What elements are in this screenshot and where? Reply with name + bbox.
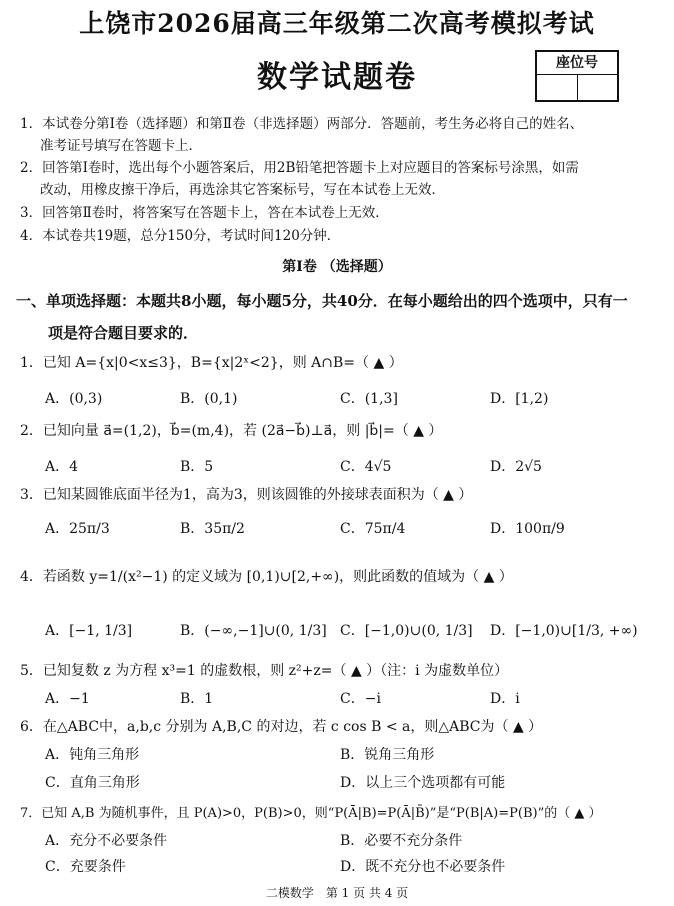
- option[interactable]: B．必要不充分条件: [340, 833, 463, 849]
- option[interactable]: B．锐角三角形: [340, 747, 435, 763]
- option[interactable]: A．25π/3: [45, 521, 110, 537]
- option[interactable]: B．5: [180, 459, 214, 475]
- option[interactable]: C．−i: [340, 691, 381, 707]
- option[interactable]: C．75π/4: [340, 521, 406, 537]
- option[interactable]: B．35π/2: [180, 521, 245, 537]
- instruction-line: 4．本试卷共19题，总分150分，考试时间120分钟．: [20, 228, 341, 244]
- option[interactable]: D．既不充分也不必要条件: [340, 859, 506, 875]
- option[interactable]: D．以上三个选项都有可能: [340, 775, 506, 791]
- option[interactable]: A．(0,3): [45, 391, 103, 407]
- option[interactable]: A．充分不必要条件: [45, 833, 168, 849]
- instruction-line: 3．回答第Ⅱ卷时，将答案写在答题卡上，答在本试卷上无效．: [20, 205, 389, 221]
- instruction-line: 2．回答第Ⅰ卷时，选出每个小题答案后，用2B铅笔把答题卡上对应题目的答案标号涂黑，如需: [20, 160, 579, 176]
- question-stem: 7．已知 A,B 为随机事件，且 P(A)>0，P(B)>0，则“P(Ā|B)=P(Ā|B̄)”是“P(B|A)=P(B)”的（ ▲ ）: [20, 806, 602, 821]
- option[interactable]: C．[−1,0)∪(0, 1/3]: [340, 623, 473, 639]
- option[interactable]: D．i: [490, 691, 520, 707]
- option[interactable]: B．(−∞,−1]∪(0, 1/3]: [180, 623, 327, 639]
- question-stem: 2．已知向量 a⃗=(1,2)，b⃗=(m,4)，若 (2a⃗−b⃗)⊥a⃗，则 |b⃗|=（ ▲ ）: [20, 423, 443, 439]
- exam-subtitle: 数学试题卷: [257, 60, 417, 95]
- option[interactable]: C．(1,3]: [340, 391, 398, 407]
- instruction-line: 改动，用橡皮擦干净后，再选涂其它答案标号，写在本试卷上无效．: [40, 182, 445, 198]
- instruction-line: 1．本试卷分第Ⅰ卷（选择题）和第Ⅱ卷（非选择题）两部分．答题前，考生务必将自己的姓名、: [20, 116, 584, 132]
- seat-box-divider: [577, 74, 578, 100]
- instruction-line: 准考证号填写在答题卡上．: [40, 138, 202, 154]
- option[interactable]: D．100π/9: [490, 521, 565, 537]
- option[interactable]: D．[1,2): [490, 391, 549, 407]
- option[interactable]: C．直角三角形: [45, 775, 140, 791]
- option[interactable]: A．钝角三角形: [45, 747, 140, 763]
- option[interactable]: A．−1: [45, 691, 90, 707]
- question-stem: 5．已知复数 z 为方程 x³=1 的虚数根，则 z²+z=（ ▲ ）（注：i 为虚数单位）: [20, 663, 509, 679]
- option[interactable]: A．4: [45, 459, 79, 475]
- exam-title: 上饶市2026届高三年级第二次高考模拟考试: [79, 9, 595, 38]
- option[interactable]: A．[−1, 1/3]: [45, 623, 133, 639]
- seat-number-box: [535, 50, 619, 102]
- question-stem: 6．在△ABC中，a,b,c 分别为 A,B,C 的对边，若 c cos B < a，则△ABC为（ ▲ ）: [20, 719, 543, 735]
- option[interactable]: C．充要条件: [45, 859, 126, 875]
- option[interactable]: B．1: [180, 691, 214, 707]
- question-stem: 1．已知 A={x|0<x≤3}，B={x|2ˣ<2}，则 A∩B=（ ▲ ）: [20, 355, 403, 371]
- section-title: 第Ⅰ卷 （选择题）: [282, 259, 392, 275]
- question-stem: 3．已知某圆锥底面半径为1，高为3，则该圆锥的外接球表面积为（ ▲ ）: [20, 487, 473, 503]
- part-heading: 一、单项选择题：本题共8小题，每小题5分，共40分．在每小题给出的四个选项中，只有一: [16, 292, 628, 310]
- seat-number-label: 座位号: [537, 52, 617, 75]
- option[interactable]: C．4√5: [340, 459, 392, 475]
- question-stem: 4．若函数 y=1/(x²−1) 的定义域为 [0,1)∪[2,+∞)，则此函数的值域为（ ▲ ）: [20, 569, 513, 585]
- option[interactable]: B．(0,1): [180, 391, 238, 407]
- page-footer: 二模数学 第 1 页 共 4 页: [265, 886, 409, 900]
- option[interactable]: D．2√5: [490, 459, 542, 475]
- option[interactable]: D．[−1,0)∪[1/3, +∞): [490, 623, 638, 639]
- part-heading-cont: 项是符合题目要求的．: [48, 324, 199, 342]
